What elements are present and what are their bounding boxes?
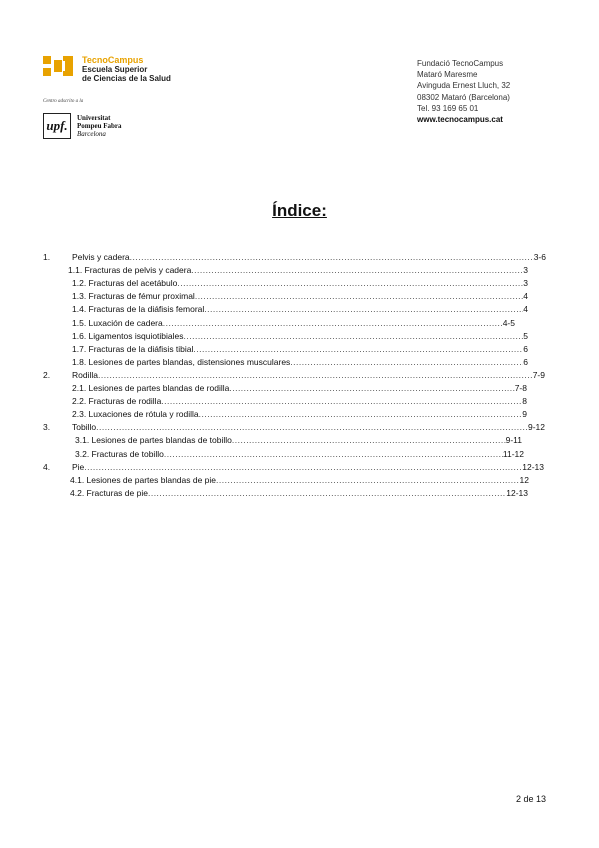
toc-entry[interactable] [72,395,527,407]
toc-entry-label: 1.3. Fracturas de fémur proximal [72,291,195,302]
fund-line-4: 08302 Mataró (Barcelona) [417,92,510,102]
toc-entry[interactable] [43,421,545,433]
upf-name [77,114,122,138]
toc-leader-dots [84,461,522,473]
school-line-2: de Ciencias de la Salud [82,74,171,83]
toc-entry[interactable] [72,290,528,302]
toc-entry-page: 4-5 [502,317,515,328]
upf-logo-icon: upf. [43,113,71,139]
toc-entry-page: 11-12 [502,448,524,459]
fund-line-5: Tel. 93 169 65 01 [417,103,479,113]
toc-entry-page: 4 [523,291,528,302]
toc-entry-label: 1.7. Fracturas de la diáfisis tibial [72,343,194,354]
foundation-address [417,58,510,125]
toc-entry-label: Rodilla [72,369,98,380]
toc-entry-label: 2.1. Lesiones de partes blandas de rodilla [72,383,230,393]
page-title: Índice: [272,201,327,220]
toc-entry-label: Pie [72,461,85,472]
toc-entry-label: 1.6. Ligamentos isquiotibiales [72,330,184,341]
toc-entry-page: 5 [523,330,528,341]
toc-entry-page: 9-11 [505,435,522,446]
toc-entry-page: 8 [522,396,527,407]
school-line-1: Escuela Superior [82,65,148,74]
toc-entry-page: 9 [522,409,527,420]
toc-entry-label: 4.2. Fracturas de pie [70,487,148,498]
website-link[interactable]: www.tecnocampus.cat [417,115,503,125]
toc-entry-page: 3-6 [533,252,546,262]
toc-entry-page: 7-9 [532,369,545,380]
toc-leader-dots [191,264,523,276]
toc-entry[interactable] [72,317,515,329]
toc-entry[interactable] [72,277,528,289]
toc-leader-dots [229,382,514,394]
toc-entry-label: 1.5. Luxación de cadera [72,317,163,328]
toc-entry-label: 4.1. Lesiones de partes blandas de pie [70,474,217,485]
toc-leader-dots [216,474,520,486]
toc-entry-label: 1.1. Fracturas de pelvis y cadera [68,265,192,276]
toc-leader-dots [184,330,524,342]
toc-entry-label: 3.1. Lesiones de partes blandas de tobillo [75,435,232,446]
toc-entry-number: 3. [43,422,51,433]
fund-line-3: Avinguda Ernest Lluch, 32 [417,81,511,91]
toc-entry-label: 1.4. Fracturas de la diáfisis femoral [72,304,205,315]
toc-entry-page: 9-12 [527,422,545,433]
toc-leader-dots [204,303,523,315]
toc-leader-dots [148,487,506,499]
toc-entry[interactable] [70,487,528,499]
toc-entry-page: 6 [523,343,528,354]
toc-entry[interactable] [72,343,528,355]
upf-line-2: Pompeu Fabra [77,122,122,130]
tecnocampus-wordmark [82,56,171,83]
toc-leader-dots [163,317,503,329]
toc-entry-page: 6 [523,356,528,367]
toc-entry-number: 2. [43,369,51,380]
toc-entry-number: 1. [43,252,51,262]
toc-entry-label: 2.2. Fracturas de rodilla [72,396,162,407]
upf-line-1: Universitat [77,114,111,122]
toc-entry-label: Pelvis y cadera [72,252,130,262]
toc-leader-dots [177,277,523,289]
toc-entry-page: 4 [523,304,528,315]
toc-entry-label: 2.3. Luxaciones de rótula y rodilla [72,409,199,420]
tecnocampus-logo-icon [43,56,73,78]
toc-leader-dots [232,434,506,446]
toc-leader-dots [195,290,523,302]
toc-leader-dots [290,356,523,368]
toc-leader-dots [199,408,523,420]
fund-line-2: Mataró Maresme [417,70,478,80]
toc-leader-dots [193,343,523,355]
toc-entry-number: 4. [43,461,51,472]
toc-entry-label: 1.8. Lesiones de partes blandas, distensiones musculares [72,356,291,367]
brand-name: TecnoCampus [82,55,144,65]
fund-line-1: Fundació TecnoCampus [417,59,504,68]
toc-entry-page: 3 [523,265,528,276]
toc-leader-dots [130,251,534,263]
toc-entry-page: 12 [519,474,529,485]
toc-entry-page: 7-8 [514,383,527,393]
upf-line-3: Barcelona [77,130,106,138]
toc-entry-page: 12-13 [506,487,528,498]
toc-entry[interactable] [72,408,527,420]
toc-leader-dots [98,369,533,381]
toc-entry[interactable] [68,264,528,276]
toc-entry[interactable] [72,382,527,394]
toc-entry[interactable] [75,448,524,460]
toc-entry-page: 3 [523,278,528,289]
toc-entry[interactable] [72,330,528,342]
toc-leader-dots [96,421,528,433]
page-number: 2 de 13 [516,794,547,804]
toc-entry[interactable] [43,369,545,381]
toc-entry[interactable] [43,461,544,473]
toc-leader-dots [164,448,503,460]
toc-entry-page: 12-13 [522,461,544,472]
toc-entry-label: Tobillo [72,422,97,433]
toc-entry[interactable] [75,434,522,446]
adscrito-text: Centro adscrito a la [43,99,84,104]
toc-entry[interactable] [70,474,529,486]
toc-leader-dots [161,395,522,407]
toc-entry-label: 3.2. Fracturas de tobillo [75,448,164,459]
toc-entry[interactable] [72,356,528,368]
toc-entry[interactable] [43,251,546,263]
toc-entry[interactable] [72,303,528,315]
toc-entry-label: 1.2. Fracturas del acetábulo [72,278,178,289]
